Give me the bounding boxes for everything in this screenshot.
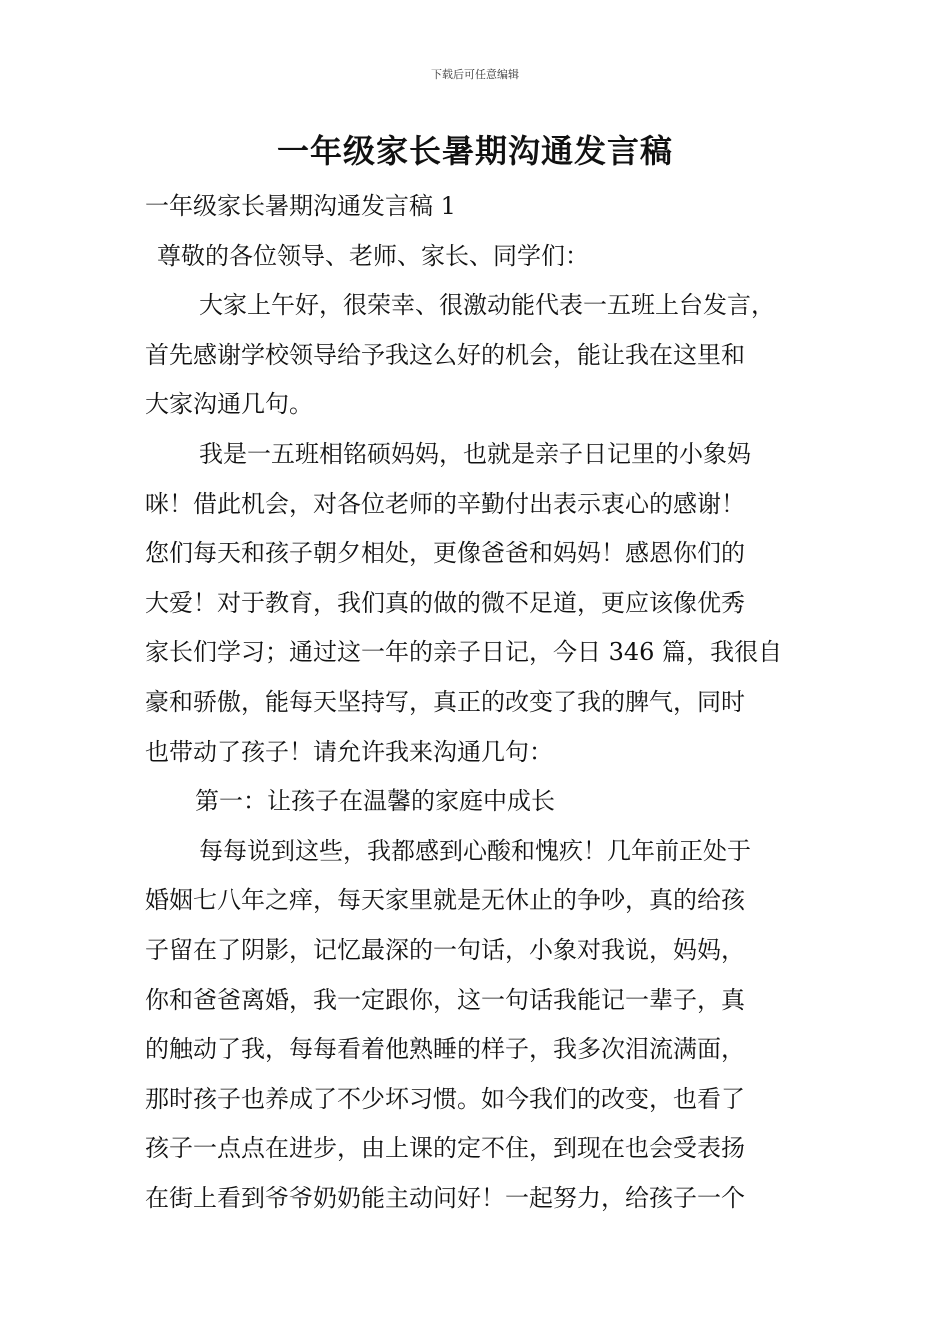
paragraph-line: 豪和骄傲，能每天坚持写，真正的改变了我的脾气，同时 bbox=[145, 687, 745, 716]
paragraph-line: 你和爸爸离婚，我一定跟你，这一句话我能记一辈子，真 bbox=[145, 985, 745, 1014]
document-subtitle: 一年级家长暑期沟通发言稿 1 bbox=[145, 192, 456, 220]
header-note: 下载后可任意编辑 bbox=[431, 68, 519, 81]
document-title: 一年级家长暑期沟通发言稿 bbox=[276, 132, 673, 170]
paragraph-line: 咪！借此机会，对各位老师的辛勤付出表示衷心的感谢！ bbox=[145, 489, 745, 518]
paragraph-line: 在街上看到爷爷奶奶能主动问好！一起努力，给孩子一个 bbox=[145, 1183, 745, 1212]
document-body bbox=[145, 182, 835, 1223]
paragraph-line: 首先感谢学校领导给予我这么好的机会，能让我在这里和 bbox=[145, 340, 745, 369]
paragraph-line: 您们每天和孩子朝夕相处，更像爸爸和妈妈！感恩你们的 bbox=[145, 539, 745, 568]
paragraph-line: 大家沟通几句。 bbox=[145, 390, 313, 419]
section-heading: 第一：让孩子在温馨的家庭中成长 bbox=[195, 787, 555, 816]
paragraph-line: 的触动了我，每每看着他熟睡的样子，我多次泪流满面， bbox=[145, 1035, 745, 1064]
paragraph-line: 大爱！对于教育，我们真的做的微不足道，更应该像优秀 bbox=[145, 588, 745, 617]
paragraph-line: 每每说到这些，我都感到心酸和愧疚！几年前正处于 bbox=[199, 836, 751, 865]
paragraph-line: 我是一五班相铭硕妈妈，也就是亲子日记里的小象妈 bbox=[199, 439, 751, 468]
greeting: 尊敬的各位领导、老师、家长、同学们： bbox=[157, 241, 589, 270]
paragraph-line: 婚姻七八年之痒，每天家里就是无休止的争吵，真的给孩 bbox=[145, 886, 745, 915]
paragraph-line: 子留在了阴影，记忆最深的一句话，小象对我说，妈妈， bbox=[145, 935, 745, 964]
paragraph-line: 孩子一点点在进步，由上课的定不住，到现在也会受表扬 bbox=[145, 1134, 745, 1163]
paragraph-line: 也带动了孩子！请允许我来沟通几句： bbox=[145, 737, 553, 766]
paragraph-line: 家长们学习；通过这一年的亲子日记，今日 346 篇，我很自 bbox=[145, 638, 783, 667]
paragraph-line: 那时孩子也养成了不少坏习惯。如今我们的改变，也看了 bbox=[145, 1084, 745, 1113]
paragraph-line: 大家上午好，很荣幸、很激动能代表一五班上台发言， bbox=[199, 291, 775, 320]
